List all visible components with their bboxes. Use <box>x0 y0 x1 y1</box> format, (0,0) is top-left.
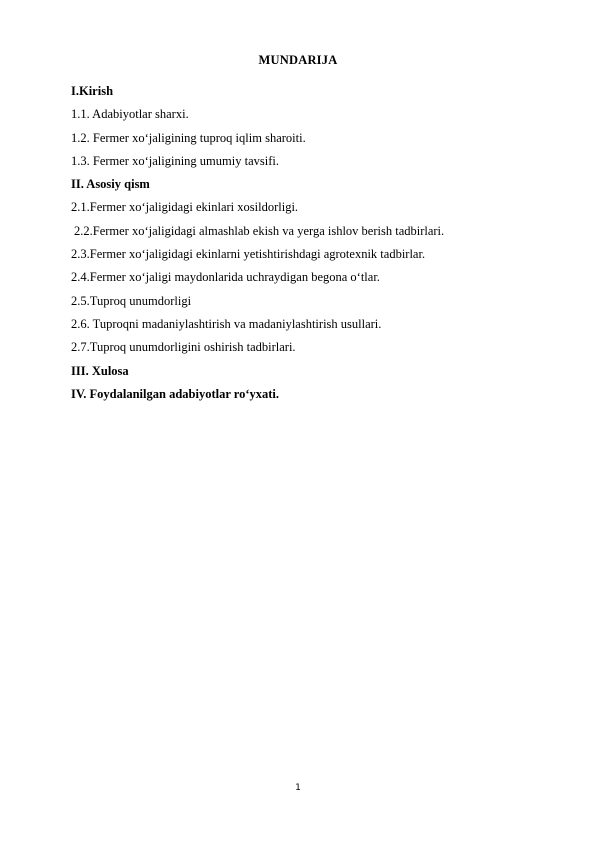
toc-heading-conclusion: III. Xulosa <box>71 363 129 378</box>
toc-item: 1.2. Fermer xo‘jaligining tuproq iqlim sharoiti. <box>71 130 306 145</box>
toc-item: 1.3. Fermer xo‘jaligining umumiy tavsifi. <box>71 153 279 168</box>
toc-item: 2.1.Fermer xo‘jaligidagi ekinlari xosildorligi. <box>71 200 299 215</box>
toc-item: 2.3.Fermer xo‘jaligidagi ekinlarni yetishtirishdagi agrotexnik tadbirlar. <box>71 247 426 262</box>
toc-item: 2.6. Tuproqni madaniylashtirish va madaniylashtirish usullari. <box>71 316 382 331</box>
toc-heading-introduction: I.Kirish <box>71 84 114 98</box>
toc-item: 2.5.Tuproq unumdorligi <box>71 293 192 308</box>
toc-item: 2.4.Fermer xo‘jaligi maydonlarida uchraydigan begona o‘tlar. <box>71 270 380 285</box>
toc-item: 2.7.Tuproq unumdorligini oshirish tadbirlari. <box>71 340 296 355</box>
page-title: MUNDARIJA <box>258 53 338 67</box>
toc-heading-main-part: II. Asosiy qism <box>71 177 150 192</box>
table-of-contents <box>71 83 551 409</box>
toc-heading-references: IV. Foydalanilgan adabiyotlar ro‘yxati. <box>71 386 280 401</box>
toc-item: 1.1. Adabiyotlar sharxi. <box>71 107 189 122</box>
toc-item: 2.2.Fermer xo‘jaligidagi almashlab ekish va yerga ishlov berish tadbirlari. <box>74 223 445 238</box>
page-number: 1 <box>295 783 301 793</box>
